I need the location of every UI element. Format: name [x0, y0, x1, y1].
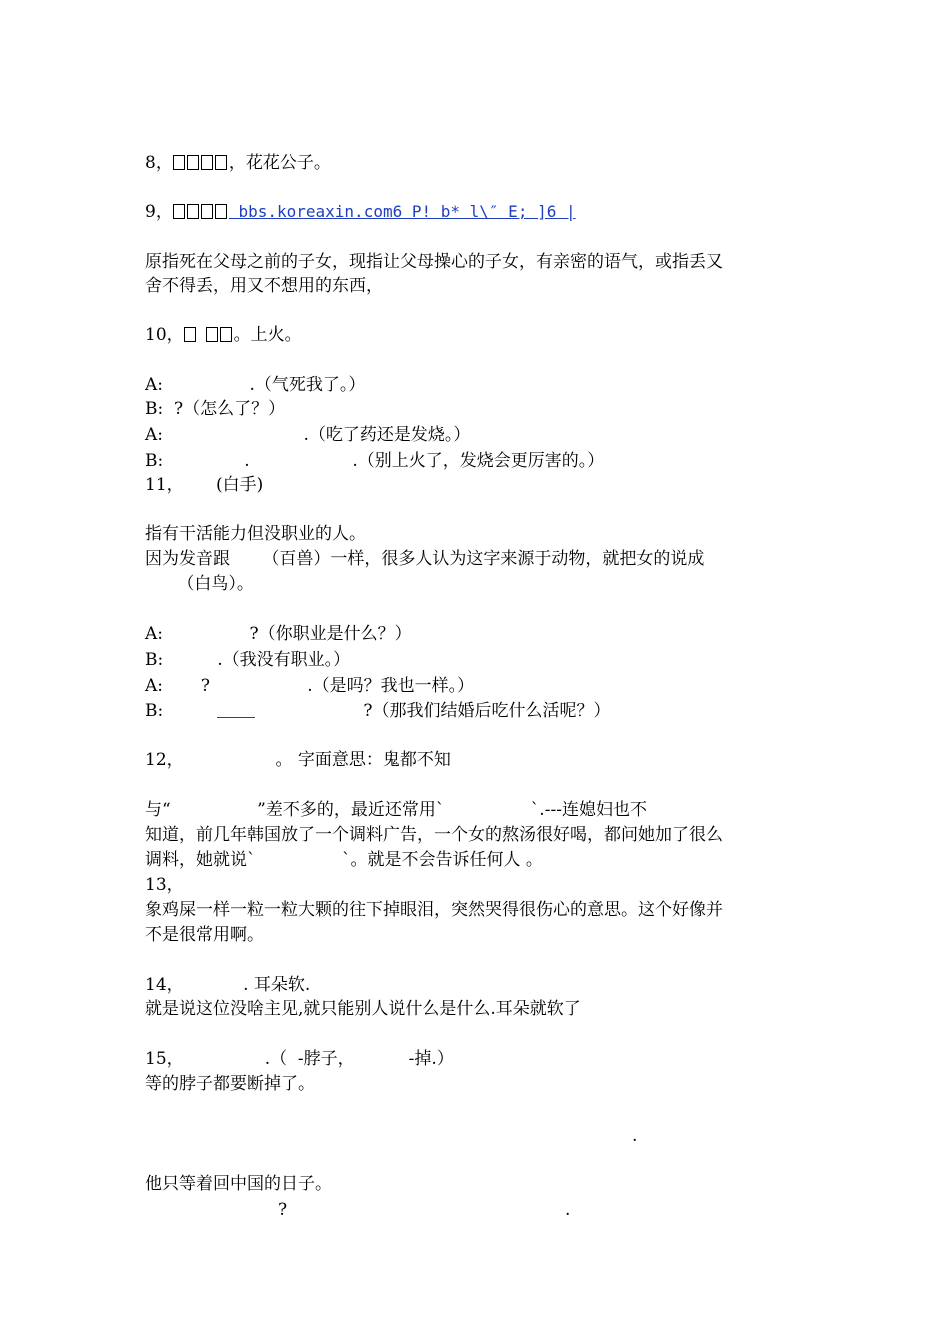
item-11-dialog-a1: A: ?（你职业是什么？） [145, 624, 412, 644]
missing-glyph-icon [187, 204, 199, 219]
item-12-heading: 12， 。 字面意思：鬼都不知 [145, 750, 451, 770]
missing-glyph-icon [215, 204, 227, 219]
item-12-desc-line-3: 调料，她就说` `。就是不会告诉任何人 。 [145, 850, 543, 870]
item-13-desc-line-1: 象鸡屎一样一粒一粒大颗的往下掉眼泪，突然哭得很伤心的意思。这个好像并 [145, 900, 723, 920]
item-11-desc-line-2: 因为发音跟 （百兽）一样，很多人认为这字来源于动物，就把女的说成 [145, 549, 705, 569]
item-12-desc-line-1: 与“ ”差不多的，最近还常用` `.---连媳妇也不 [145, 800, 647, 820]
missing-glyph-icon [173, 155, 185, 170]
item-10-dialog-a1: A: .（气死我了。） [145, 375, 366, 395]
missing-glyph-icon [184, 327, 196, 342]
item-11-desc-line-3: （白鸟）。 [145, 574, 254, 594]
trailing-question-mark: ? [278, 1200, 288, 1220]
missing-glyph-icon [201, 155, 213, 170]
item-9: 9， bbs.koreaxin.com6 P! b* l\″ E; ]6 | [145, 202, 576, 222]
item-13-desc-line-2: 不是很常用啊。 [145, 925, 264, 945]
missing-glyph-icon [173, 204, 185, 219]
item-10-dialog-a2: A: .（吃了药还是发烧。） [145, 425, 471, 445]
missing-glyph-icon [220, 327, 232, 342]
missing-glyph-icon [206, 327, 218, 342]
item-9-link[interactable]: bbs.koreaxin.com6 P! b* l\″ E; ]6 | [173, 202, 576, 222]
item-9-desc-line-2: 舍不得丢，用又不想用的东西， [145, 276, 383, 296]
missing-glyph-icon [201, 204, 213, 219]
missing-glyph-icon [215, 155, 227, 170]
item-11-dialog-a2: A: ? .（是吗？我也一样。） [145, 676, 475, 696]
closing-sentence: 他只等着回中国的日子。 [145, 1174, 332, 1194]
item-15-heading: 15， .（ -脖子， -掉.） [145, 1049, 454, 1069]
item-10: 10， 。上火。 [145, 325, 302, 345]
item-11-desc-line-1: 指有干活能力但没职业的人。 [145, 524, 366, 544]
item-11-dialog-b1: B: .（我没有职业。） [145, 650, 351, 670]
item-10-dialog-b2: B: . .（别上火了，发烧会更厉害的。） [145, 451, 605, 471]
item-11-dialog-b2: B: ?（那我们结婚后吃什么活呢？） [145, 701, 611, 721]
missing-glyph-icon [187, 155, 199, 170]
item-12-desc-line-2: 知道，前几年韩国放了一个调料广告，一个女的熬汤很好喝，都问她加了很么 [145, 825, 723, 845]
item-15-desc: 等的脖子都要断掉了。 [145, 1074, 315, 1094]
item-11-heading: 11， (白手) [145, 475, 264, 495]
trailing-period-2: . [565, 1200, 571, 1220]
item-8: 8， ，花花公子。 [145, 153, 331, 173]
trailing-period: . [632, 1126, 638, 1146]
item-10-dialog-b1: B: ?（怎么了？） [145, 399, 286, 419]
item-14-heading: 14， . 耳朵软. [145, 975, 311, 995]
underlined-link-blank[interactable] [217, 703, 255, 718]
item-9-desc-line-1: 原指死在父母之前的子女，现指让父母操心的子女，有亲密的语气，或指丢又 [145, 252, 723, 272]
item-14-desc: 就是说这位没啥主见,就只能别人说什么是什么.耳朵就软了 [145, 999, 581, 1019]
item-13-heading: 13， [145, 875, 184, 895]
